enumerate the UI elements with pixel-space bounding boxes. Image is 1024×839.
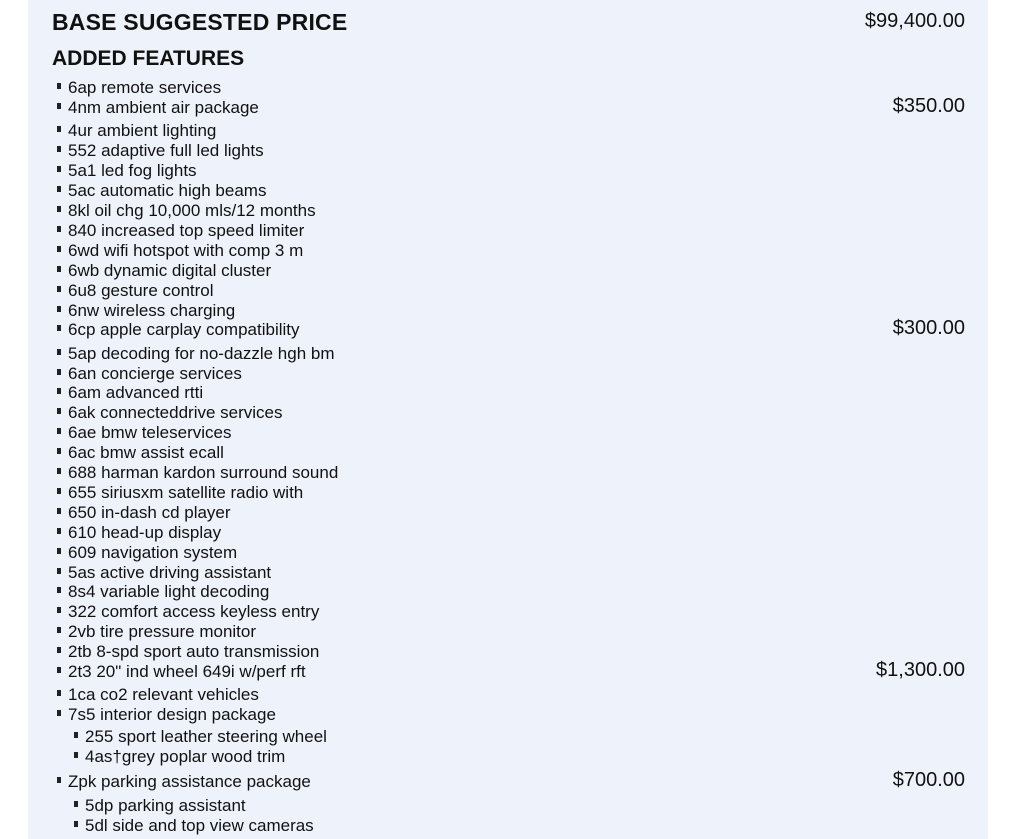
feature-label: 610 head-up display — [68, 523, 222, 542]
feature-label: 1ca co2 relevant vehicles — [68, 685, 259, 704]
feature-item — [28, 463, 988, 483]
feature-item — [28, 523, 988, 543]
feature-label: 650 in-dash cd player — [68, 503, 231, 522]
bullet-icon — [57, 246, 61, 252]
feature-label: 4ur ambient lighting — [68, 121, 217, 140]
bullet-icon — [74, 801, 78, 807]
feature-label: 688 harman kardon surround sound — [68, 463, 339, 482]
bullet-icon — [57, 408, 61, 414]
feature-item — [28, 602, 988, 622]
feature-item — [28, 582, 988, 602]
bullet-icon — [57, 266, 61, 272]
bullet-icon — [57, 777, 61, 783]
added-features-title: ADDED FEATURES — [52, 47, 245, 70]
feature-item — [28, 383, 988, 403]
feature-price: $700.00 — [892, 769, 965, 791]
feature-price: $1,300.00 — [876, 659, 965, 681]
feature-item — [28, 705, 988, 725]
feature-label: 6ap remote services — [68, 78, 222, 97]
feature-item — [28, 543, 988, 563]
feature-label: 5as active driving assistant — [68, 563, 272, 582]
feature-label: 2tb 8-spd sport auto transmission — [68, 642, 320, 661]
bullet-icon — [57, 710, 61, 716]
bullet-icon — [57, 488, 61, 494]
feature-price: $300.00 — [892, 317, 965, 339]
feature-item — [28, 78, 988, 98]
sub-feature-item — [28, 816, 988, 836]
bullet-icon — [57, 206, 61, 212]
feature-price: $350.00 — [892, 95, 965, 117]
feature-item — [28, 642, 988, 662]
feature-label: 2vb tire pressure monitor — [68, 622, 257, 641]
sub-feature-item — [28, 747, 988, 767]
feature-label: Zpk parking assistance package — [68, 772, 311, 791]
feature-label: 2t3 20" ind wheel 649i w/perf rft — [68, 662, 306, 681]
feature-label: 6ac bmw assist ecall — [68, 443, 224, 462]
feature-label: 6wb dynamic digital cluster — [68, 261, 272, 280]
feature-label: 5ac automatic high beams — [68, 181, 267, 200]
bullet-icon — [57, 448, 61, 454]
bullet-icon — [57, 528, 61, 534]
feature-label: 6wd wifi hotspot with comp 3 m — [68, 241, 304, 260]
feature-label: 840 increased top speed limiter — [68, 221, 305, 240]
feature-label: 6ae bmw teleservices — [68, 423, 232, 442]
bullet-icon — [57, 349, 61, 355]
bullet-icon — [74, 752, 78, 758]
feature-item — [28, 403, 988, 423]
sub-feature-item — [28, 796, 988, 816]
feature-label: 655 siriusxm satellite radio with — [68, 483, 304, 502]
feature-label: 552 adaptive full led lights — [68, 141, 264, 160]
bullet-icon — [57, 186, 61, 192]
bullet-icon — [57, 508, 61, 514]
bullet-icon — [57, 568, 61, 574]
feature-item — [28, 201, 988, 221]
base-price-title: BASE SUGGESTED PRICE — [52, 9, 348, 35]
feature-item — [28, 344, 988, 364]
bullet-icon — [57, 83, 61, 89]
sub-feature-item — [28, 727, 988, 747]
bullet-icon — [57, 428, 61, 434]
feature-item — [28, 241, 988, 261]
feature-label: 5dp parking assistant — [85, 796, 246, 815]
feature-label: 6ak connecteddrive services — [68, 403, 283, 422]
bullet-icon — [57, 103, 61, 109]
feature-label: 4nm ambient air package — [68, 98, 259, 117]
feature-item — [28, 161, 988, 181]
bullet-icon — [57, 166, 61, 172]
feature-item — [28, 95, 988, 118]
feature-item — [28, 221, 988, 241]
bullet-icon — [57, 647, 61, 653]
bullet-icon — [57, 388, 61, 394]
bullet-icon — [57, 627, 61, 633]
bullet-icon — [57, 226, 61, 232]
feature-item — [28, 261, 988, 281]
base-price-value: $99,400.00 — [864, 10, 965, 32]
feature-item — [28, 443, 988, 463]
bullet-icon — [57, 126, 61, 132]
bullet-icon — [74, 821, 78, 827]
feature-label: 6cp apple carplay compatibility — [68, 320, 300, 339]
bullet-icon — [57, 306, 61, 312]
feature-label: 8s4 variable light decoding — [68, 582, 270, 601]
bullet-icon — [57, 587, 61, 593]
feature-label: 5ap decoding for no-dazzle hgh bm — [68, 344, 335, 363]
feature-label: 6am advanced rtti — [68, 383, 204, 402]
feature-item — [28, 141, 988, 161]
bullet-icon — [57, 667, 61, 673]
feature-label: 4as†grey poplar wood trim — [85, 747, 286, 766]
bullet-icon — [74, 732, 78, 738]
feature-label: 6an concierge services — [68, 364, 242, 383]
feature-item — [28, 483, 988, 503]
feature-item — [28, 317, 988, 340]
feature-label: 6u8 gesture control — [68, 281, 214, 300]
bullet-icon — [57, 468, 61, 474]
bullet-icon — [57, 369, 61, 375]
feature-item — [28, 503, 988, 523]
feature-item — [28, 423, 988, 443]
feature-item — [28, 301, 988, 321]
price-sheet-panel — [28, 0, 988, 839]
feature-item — [28, 685, 988, 705]
feature-item — [28, 622, 988, 642]
bullet-icon — [57, 146, 61, 152]
feature-label: 609 navigation system — [68, 543, 238, 562]
feature-item — [28, 181, 988, 201]
feature-label: 8kl oil chg 10,000 mls/12 months — [68, 201, 316, 220]
feature-item — [28, 659, 988, 682]
bullet-icon — [57, 325, 61, 331]
feature-item — [28, 563, 988, 583]
feature-item — [28, 281, 988, 301]
feature-label: 322 comfort access keyless entry — [68, 602, 320, 621]
feature-label: 6nw wireless charging — [68, 301, 236, 320]
bullet-icon — [57, 548, 61, 554]
feature-label: 5dl side and top view cameras — [85, 816, 314, 835]
bullet-icon — [57, 286, 61, 292]
feature-label: 255 sport leather steering wheel — [85, 727, 327, 746]
feature-item — [28, 769, 988, 792]
feature-label: 5a1 led fog lights — [68, 161, 197, 180]
bullet-icon — [57, 607, 61, 613]
feature-label: 7s5 interior design package — [68, 705, 276, 724]
bullet-icon — [57, 690, 61, 696]
feature-item — [28, 364, 988, 384]
feature-item — [28, 121, 988, 141]
